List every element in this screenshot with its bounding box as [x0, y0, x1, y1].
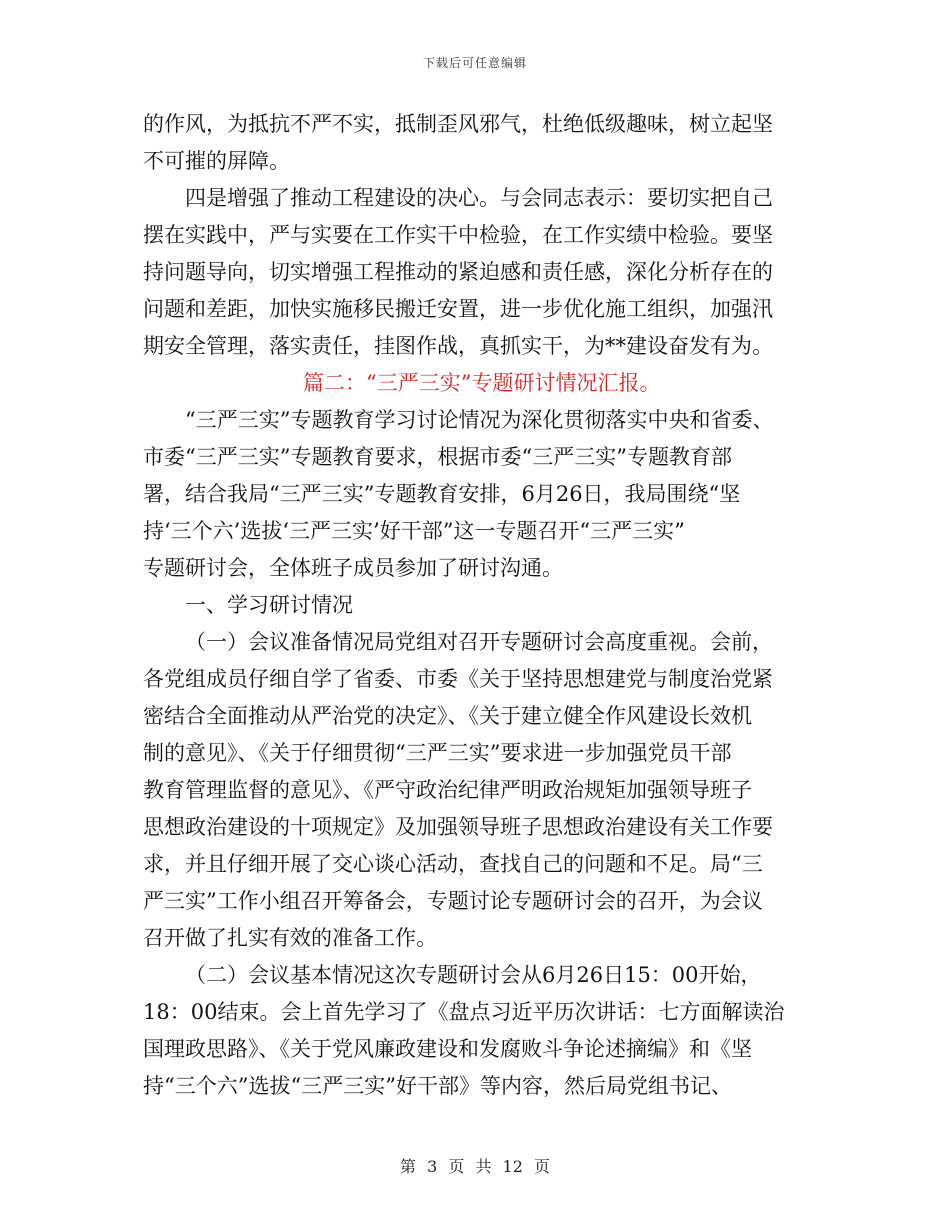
page-header: 下载后可任意编辑: [422, 56, 527, 70]
paragraph-line: （一）会议准备情况局党组对召开专题研讨会高度重视。会前，: [185, 630, 773, 654]
paragraph-line: 署，结合我局“三严三实”专题教育安排，6月26日，我局围绕“坚: [143, 482, 741, 506]
paragraph-line: 求，并且仔细开展了交心谈心活动，查找自己的问题和不足。局“三: [143, 852, 763, 876]
paragraph-line: （二）会议基本情况这次专题研讨会从6月26日15：00开始，: [185, 963, 762, 987]
paragraph-line: 摆在实践中，严与实要在工作实干中检验，在工作实绩中检验。要坚: [143, 223, 773, 247]
paragraph-line: 持“三个六”选拔“三严三实”好干部》等内容，然后局党组书记、: [143, 1074, 732, 1098]
paragraph-line: 专题研讨会，全体班子成员参加了研讨沟通。: [143, 556, 563, 580]
paragraph-line: 问题和差距，加快实施移民搬迁安置，进一步优化施工组织，加强汛: [143, 297, 773, 321]
paragraph-line: “三严三实”专题教育学习讨论情况为深化贯彻落实中央和省委、: [185, 408, 774, 432]
paragraph-line: 思想政治建设的十项规定》及加强领导班子思想政治建设有关工作要: [143, 815, 773, 839]
paragraph-line: 持‘三个六’选拔‘三严三实’好干部”这一专题召开“三严三实”: [143, 519, 685, 543]
paragraph-line: 召开做了扎实有效的准备工作。: [143, 926, 437, 950]
paragraph-line: 持问题导向，切实增强工程推动的紧迫感和责任感，深化分析存在的: [143, 260, 773, 284]
paragraph-line: 严三实”工作小组召开筹备会，专题讨论专题研讨会的召开，为会议: [143, 889, 763, 913]
paragraph-line: 18：00结束。会上首先学习了《盘点习近平历次讲话：七方面解读治: [143, 1000, 785, 1024]
paragraph-line: 密结合全面推动从严治党的决定》、《关于建立健全作风建设长效机: [143, 704, 752, 728]
paragraph-line: 教育管理监督的意见》、《严守政治纪律严明政治规矩加强领导班子: [143, 778, 752, 802]
document-body: [143, 106, 813, 1105]
paragraph-line: 期安全管理，落实责任，挂图作战，真抓实干，为**建设奋发有为。: [143, 334, 773, 358]
paragraph-line: 制的意见》、《关于仔细贯彻“三严三实”要求进一步加强党员干部: [143, 741, 732, 765]
subsection-heading: 一、学习研讨情况: [185, 593, 353, 617]
paragraph-line: 市委“三严三实”专题教育要求，根据市委“三严三实”专题教育部: [143, 445, 732, 469]
page-number: 第 3 页 共 12 页: [400, 1157, 550, 1176]
paragraph-line: 各党组成员仔细自学了省委、市委《关于坚持思想建党与制度治党紧: [143, 667, 773, 691]
paragraph-line: 国理政思路》、《关于党风廉政建设和发腐败斗争论述摘编》和《坚: [143, 1037, 752, 1061]
paragraph-line: 四是增强了推动工程建设的决心。与会同志表示：要切实把自己: [185, 186, 773, 210]
paragraph-line: 不可摧的屏障。: [143, 149, 290, 173]
section-heading: 篇二：“三严三实”专题研讨情况汇报。: [303, 371, 661, 395]
paragraph-line: 的作风，为抵抗不严不实，抵制歪风邪气，杜绝低级趣味，树立起坚: [143, 112, 773, 136]
